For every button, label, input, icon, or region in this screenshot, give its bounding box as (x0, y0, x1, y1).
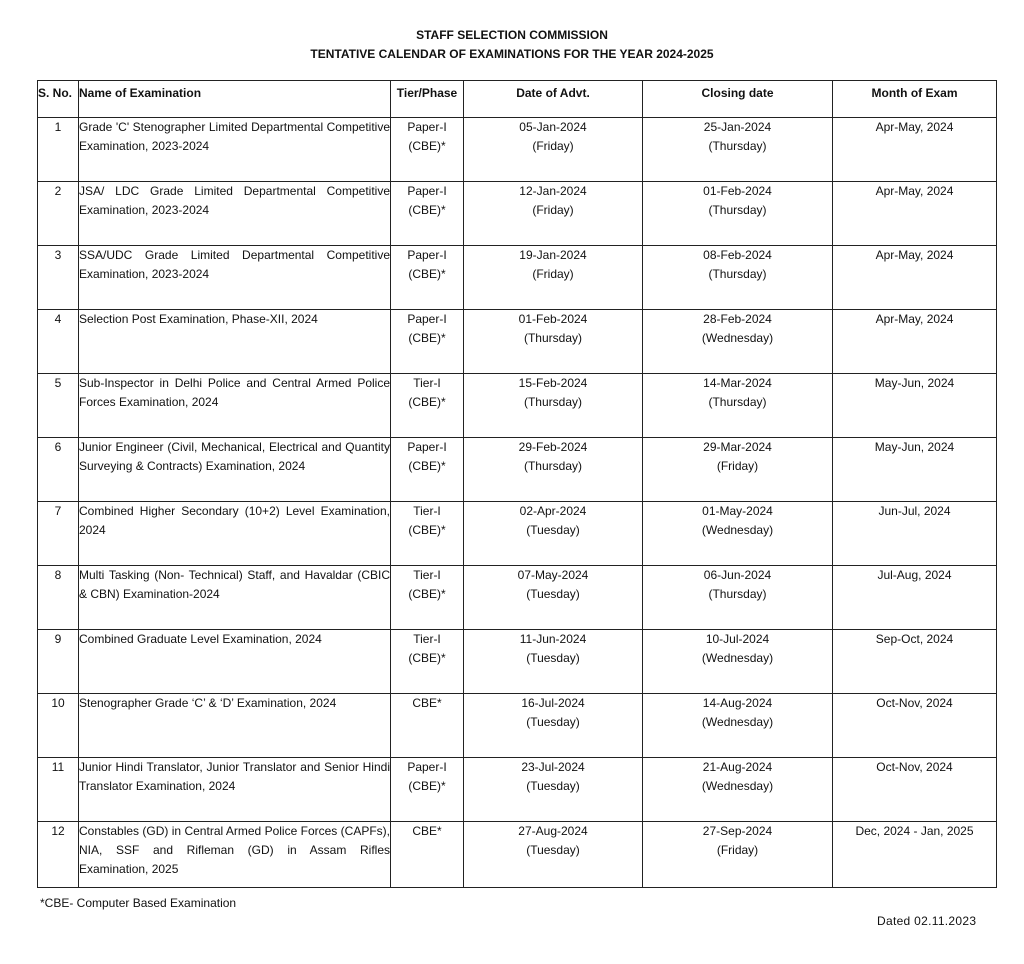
closing-date-cell (643, 182, 833, 246)
exam-month-cell (833, 758, 997, 822)
advt-date-cell (464, 438, 643, 502)
closing-date-cell (643, 822, 833, 888)
closing-weekday: (Friday) (716, 843, 759, 857)
advt-date: 29-Feb-2024 (518, 440, 588, 454)
tier-cell (391, 630, 464, 694)
advt-weekday: (Tuesday) (526, 651, 580, 665)
exam-name: Combined Graduate Level Examination, 2024 (79, 632, 322, 646)
tier-label: Tier-I (413, 376, 441, 390)
advt-date-cell (464, 310, 643, 374)
exam-name-cell (79, 118, 391, 182)
serial-number: 11 (51, 760, 65, 774)
closing-date: 08-Feb-2024 (703, 248, 772, 262)
document-subtitle: TENTATIVE CALENDAR OF EXAMINATIONS FOR THE YEAR 2024-2025 (310, 47, 714, 61)
advt-date: 12-Jan-2024 (519, 184, 587, 198)
closing-date: 01-Feb-2024 (703, 184, 772, 198)
closing-date-cell (643, 502, 833, 566)
closing-weekday: (Thursday) (708, 139, 767, 153)
exam-month: Sep-Oct, 2024 (875, 632, 954, 646)
exam-month: Oct-Nov, 2024 (876, 760, 953, 774)
advt-weekday: (Thursday) (523, 331, 582, 345)
advt-date-cell (464, 246, 643, 310)
exam-month: Oct-Nov, 2024 (876, 696, 953, 710)
tier-cell (391, 246, 464, 310)
closing-weekday: (Wednesday) (701, 715, 774, 729)
exam-month: Apr-May, 2024 (875, 312, 954, 326)
closing-date: 25-Jan-2024 (703, 120, 772, 134)
advt-weekday: (Friday) (532, 267, 574, 281)
exam-name: Combined Higher Secondary (10+2) Level Examination, 2024 (79, 504, 390, 537)
header-row (38, 81, 997, 118)
closing-date-cell (643, 438, 833, 502)
closing-date: 14-Aug-2024 (702, 696, 773, 710)
table-row (38, 310, 997, 374)
closing-date: 29-Mar-2024 (703, 440, 772, 454)
table-row (38, 694, 997, 758)
tier-cell (391, 502, 464, 566)
exam-name-cell (79, 630, 391, 694)
exam-month-cell (833, 694, 997, 758)
closing-date-cell (643, 694, 833, 758)
exam-name: Selection Post Examination, Phase-XII, 2024 (79, 312, 318, 326)
column-header-advt-date: Date of Advt. (464, 81, 643, 118)
tier-cell (391, 118, 464, 182)
advt-date: 05-Jan-2024 (519, 120, 587, 134)
document-title: STAFF SELECTION COMMISSION (416, 28, 608, 42)
exam-month: Jun-Jul, 2024 (878, 504, 951, 518)
tier-cell (391, 694, 464, 758)
closing-weekday: (Thursday) (708, 267, 767, 281)
advt-weekday: (Tuesday) (526, 779, 580, 793)
tier-label: Tier-I (413, 504, 441, 518)
table-body (38, 118, 997, 888)
advt-weekday: (Friday) (532, 139, 574, 153)
table-row (38, 502, 997, 566)
sno-cell (38, 438, 79, 502)
tier-mode: (CBE)* (408, 395, 446, 409)
serial-number: 9 (54, 632, 62, 646)
tier-label: Paper-I (407, 312, 447, 326)
exam-name-cell (79, 822, 391, 888)
exam-month: May-Jun, 2024 (874, 440, 955, 454)
tier-mode: (CBE)* (408, 779, 446, 793)
table-row (38, 630, 997, 694)
advt-date: 11-Jun-2024 (519, 632, 587, 646)
sno-cell (38, 246, 79, 310)
exam-month-cell (833, 246, 997, 310)
closing-date: 01-May-2024 (702, 504, 773, 518)
advt-date: 02-Apr-2024 (519, 504, 587, 518)
advt-date: 19-Jan-2024 (519, 248, 587, 262)
closing-date: 21-Aug-2024 (702, 760, 773, 774)
sno-cell (38, 694, 79, 758)
closing-date: 10-Jul-2024 (705, 632, 770, 646)
column-header-name: Name of Examination (79, 81, 391, 118)
advt-date: 15-Feb-2024 (518, 376, 588, 390)
closing-date-cell (643, 246, 833, 310)
advt-weekday: (Thursday) (523, 395, 582, 409)
closing-date-cell (643, 310, 833, 374)
advt-date-cell (464, 118, 643, 182)
advt-date: 01-Feb-2024 (518, 312, 588, 326)
table-row (38, 182, 997, 246)
advt-weekday: (Tuesday) (526, 715, 580, 729)
sno-cell (38, 502, 79, 566)
exam-month-cell (833, 310, 997, 374)
exam-name-cell (79, 182, 391, 246)
serial-number: 8 (54, 568, 62, 582)
advt-date-cell (464, 502, 643, 566)
advt-weekday: (Tuesday) (526, 523, 580, 537)
exam-name-cell (79, 566, 391, 630)
closing-date-cell (643, 566, 833, 630)
exam-month-cell (833, 438, 997, 502)
advt-weekday: (Tuesday) (526, 843, 580, 857)
sno-cell (38, 630, 79, 694)
advt-date-cell (464, 182, 643, 246)
serial-number: 5 (54, 376, 62, 390)
sno-cell (38, 758, 79, 822)
tier-label: Paper-I (407, 440, 447, 454)
exam-name: Multi Tasking (Non- Technical) Staff, and Havaldar (CBIC & CBN) Examination-2024 (79, 568, 390, 601)
footnote: *CBE- Computer Based Examination (40, 896, 237, 910)
tier-label: Tier-I (413, 568, 441, 582)
column-header-month: Month of Exam (833, 81, 997, 118)
tier-cell (391, 758, 464, 822)
tier-cell (391, 438, 464, 502)
exam-month: Jul-Aug, 2024 (877, 568, 952, 582)
advt-date-cell (464, 758, 643, 822)
exam-name: Sub-Inspector in Delhi Police and Central Armed Police Forces Examination, 2024 (79, 376, 390, 409)
tier-label: CBE* (412, 696, 442, 710)
serial-number: 1 (54, 120, 62, 134)
advt-date: 23-Jul-2024 (521, 760, 585, 774)
exam-name: Grade 'C' Stenographer Limited Departmental Competitive Examination, 2023-2024 (79, 120, 390, 153)
exam-name-cell (79, 246, 391, 310)
closing-weekday: (Wednesday) (701, 523, 774, 537)
sno-cell (38, 310, 79, 374)
advt-date: 27-Aug-2024 (518, 824, 588, 838)
tier-label: Paper-I (407, 120, 447, 134)
tier-mode: (CBE)* (408, 331, 446, 345)
closing-weekday: (Thursday) (708, 587, 767, 601)
closing-weekday: (Thursday) (708, 203, 767, 217)
tier-cell (391, 374, 464, 438)
table-header (38, 81, 997, 118)
table-row (38, 758, 997, 822)
closing-date: 27-Sep-2024 (702, 824, 773, 838)
tier-label: Paper-I (407, 184, 447, 198)
tier-mode: (CBE)* (408, 459, 446, 473)
tier-cell (391, 310, 464, 374)
exam-name: Stenographer Grade ‘C’ & ‘D’ Examination, 2024 (79, 696, 337, 710)
tier-label: Tier-I (413, 632, 441, 646)
advt-date-cell (464, 694, 643, 758)
exam-name: Junior Hindi Translator, Junior Translator and Senior Hindi Translator Examination, 2024 (79, 760, 390, 793)
exam-month: May-Jun, 2024 (874, 376, 955, 390)
tier-label: Paper-I (407, 248, 447, 262)
exam-name: JSA/ LDC Grade Limited Departmental Competitive Examination, 2023-2024 (79, 184, 390, 217)
tier-cell (391, 822, 464, 888)
exam-name-cell (79, 438, 391, 502)
exam-month-cell (833, 822, 997, 888)
closing-weekday: (Wednesday) (701, 331, 774, 345)
serial-number: 12 (51, 824, 65, 838)
exam-month-cell (833, 566, 997, 630)
table-row (38, 374, 997, 438)
exam-calendar-table (37, 80, 997, 888)
serial-number: 7 (54, 504, 62, 518)
closing-weekday: (Thursday) (708, 395, 767, 409)
exam-name-cell (79, 694, 391, 758)
closing-date: 14-Mar-2024 (703, 376, 772, 390)
exam-name: Constables (GD) in Central Armed Police Forces (CAPFs), NIA, SSF and Rifleman (GD) in Assam Rifles Examination, 2025 (79, 824, 390, 876)
exam-month: Dec, 2024 - Jan, 2025 (855, 824, 974, 838)
advt-weekday: (Thursday) (523, 459, 582, 473)
tier-mode: (CBE)* (408, 651, 446, 665)
advt-date-cell (464, 822, 643, 888)
exam-name-cell (79, 502, 391, 566)
advt-date-cell (464, 630, 643, 694)
tier-cell (391, 182, 464, 246)
exam-name: SSA/UDC Grade Limited Departmental Competitive Examination, 2023-2024 (79, 248, 390, 281)
sno-cell (38, 182, 79, 246)
tier-label: CBE* (412, 824, 442, 838)
advt-date-cell (464, 374, 643, 438)
closing-date-cell (643, 118, 833, 182)
advt-weekday: (Friday) (532, 203, 574, 217)
tier-label: Paper-I (407, 760, 447, 774)
serial-number: 3 (54, 248, 62, 262)
tier-cell (391, 566, 464, 630)
exam-month-cell (833, 118, 997, 182)
table-row (38, 566, 997, 630)
closing-date-cell (643, 374, 833, 438)
exam-month-cell (833, 630, 997, 694)
exam-name-cell (79, 374, 391, 438)
sno-cell (38, 822, 79, 888)
closing-date-cell (643, 758, 833, 822)
sno-cell (38, 118, 79, 182)
advt-date: 07-May-2024 (517, 568, 589, 582)
serial-number: 6 (54, 440, 62, 454)
serial-number: 2 (54, 184, 62, 198)
exam-month: Apr-May, 2024 (875, 248, 954, 262)
dated-label: Dated 02.11.2023 (877, 914, 977, 928)
exam-name: Junior Engineer (Civil, Mechanical, Electrical and Quantity Surveying & Contracts) Examination, 2024 (79, 440, 390, 473)
exam-name-cell (79, 310, 391, 374)
column-header-tier: Tier/Phase (391, 81, 464, 118)
closing-date: 28-Feb-2024 (703, 312, 772, 326)
table-row (38, 246, 997, 310)
closing-date: 06-Jun-2024 (703, 568, 772, 582)
exam-month: Apr-May, 2024 (875, 184, 954, 198)
tier-mode: (CBE)* (408, 139, 446, 153)
table-row (38, 822, 997, 888)
sno-cell (38, 374, 79, 438)
exam-month: Apr-May, 2024 (875, 120, 954, 134)
exam-month-cell (833, 182, 997, 246)
tier-mode: (CBE)* (408, 523, 446, 537)
serial-number: 10 (51, 696, 65, 710)
closing-date-cell (643, 630, 833, 694)
column-header-sno: S. No. (38, 81, 79, 118)
closing-weekday: (Wednesday) (701, 651, 774, 665)
serial-number: 4 (54, 312, 62, 326)
closing-weekday: (Friday) (716, 459, 759, 473)
sno-cell (38, 566, 79, 630)
column-header-closing-date: Closing date (643, 81, 833, 118)
tier-mode: (CBE)* (408, 203, 446, 217)
advt-date-cell (464, 566, 643, 630)
exam-name-cell (79, 758, 391, 822)
table-row (38, 438, 997, 502)
advt-weekday: (Tuesday) (526, 587, 580, 601)
tier-mode: (CBE)* (408, 267, 446, 281)
tier-mode: (CBE)* (408, 587, 446, 601)
advt-date: 16-Jul-2024 (521, 696, 585, 710)
exam-month-cell (833, 502, 997, 566)
closing-weekday: (Wednesday) (701, 779, 774, 793)
exam-month-cell (833, 374, 997, 438)
table-row (38, 118, 997, 182)
